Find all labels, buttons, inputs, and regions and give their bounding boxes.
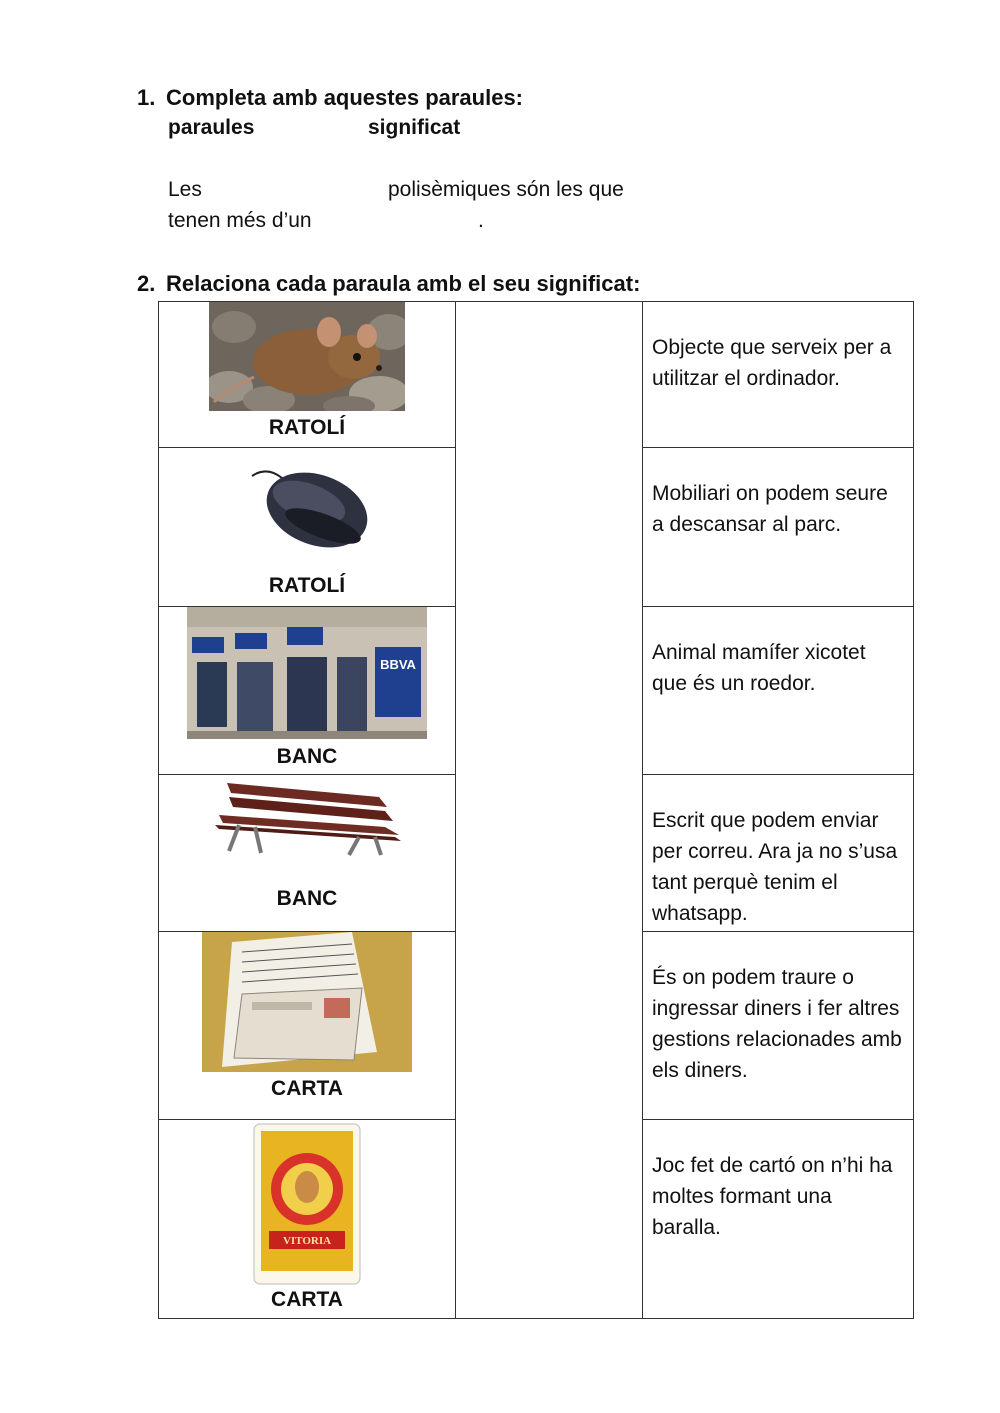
word-bank-paraules: paraules bbox=[168, 116, 255, 139]
blank-2-input[interactable] bbox=[332, 207, 477, 233]
park-bench-image bbox=[209, 779, 404, 857]
exercise-1-title: Completa amb aquestes paraules: bbox=[166, 85, 524, 110]
sentence-part-1: Les bbox=[168, 178, 202, 201]
matching-table bbox=[158, 301, 914, 1319]
playing-card-image bbox=[253, 1123, 361, 1285]
exercise-2-title: Relaciona cada paraula amb el seu significat: bbox=[166, 271, 641, 296]
picture-cell bbox=[159, 302, 456, 448]
sentence-part-2: polisèmiques són les que bbox=[388, 178, 624, 201]
exercise-2-number: 2. bbox=[137, 271, 156, 296]
bank-office-image bbox=[187, 607, 427, 739]
connection-column[interactable] bbox=[456, 302, 643, 1319]
definition-text: Mobiliari on podem seure a descansar al parc. bbox=[652, 482, 888, 536]
word-label: CARTA bbox=[271, 1288, 343, 1311]
sentence-end: . bbox=[478, 209, 484, 232]
definition-text: Animal mamífer xicotet que és un roedor. bbox=[652, 641, 866, 695]
word-label: BANC bbox=[276, 745, 338, 768]
picture-cell bbox=[159, 932, 456, 1120]
definition-cell[interactable] bbox=[643, 932, 914, 1120]
picture-cell bbox=[159, 448, 456, 607]
bbva-sign-text: BBVA bbox=[380, 657, 416, 672]
definition-cell[interactable] bbox=[643, 607, 914, 775]
letter-envelope-image bbox=[202, 932, 412, 1072]
word-bank-significat: significat bbox=[368, 116, 461, 139]
word-label: BANC bbox=[276, 887, 338, 910]
mouse-animal-image bbox=[209, 302, 405, 411]
picture-cell bbox=[159, 1120, 456, 1319]
definition-cell[interactable] bbox=[643, 448, 914, 607]
table-row bbox=[159, 302, 914, 448]
definition-text: Joc fet de cartó on n’hi ha moltes formant una baralla. bbox=[652, 1154, 893, 1239]
exercise-1-number: 1. bbox=[137, 85, 156, 110]
definition-cell[interactable] bbox=[643, 302, 914, 448]
word-label: RATOLÍ bbox=[268, 416, 346, 439]
picture-cell bbox=[159, 607, 456, 775]
definition-cell[interactable] bbox=[643, 1120, 914, 1319]
blank-1-input[interactable] bbox=[210, 176, 380, 202]
computer-mouse-image bbox=[247, 466, 372, 554]
definition-text: Objecte que serveix per a utilitzar el ordinador. bbox=[652, 336, 892, 390]
definition-text: Escrit que podem enviar per correu. Ara ja no s’usa tant perquè tenim el whatsapp. bbox=[652, 809, 898, 925]
card-label-text: VITORIA bbox=[282, 1235, 332, 1247]
definition-text: És on podem traure o ingressar diners i fer altres gestions relacionades amb els diners. bbox=[652, 966, 902, 1082]
word-label: RATOLÍ bbox=[268, 574, 346, 597]
word-label: CARTA bbox=[271, 1077, 343, 1100]
definition-cell[interactable] bbox=[643, 775, 914, 932]
sentence-part-3: tenen més d’un bbox=[168, 209, 312, 232]
picture-cell bbox=[159, 775, 456, 932]
